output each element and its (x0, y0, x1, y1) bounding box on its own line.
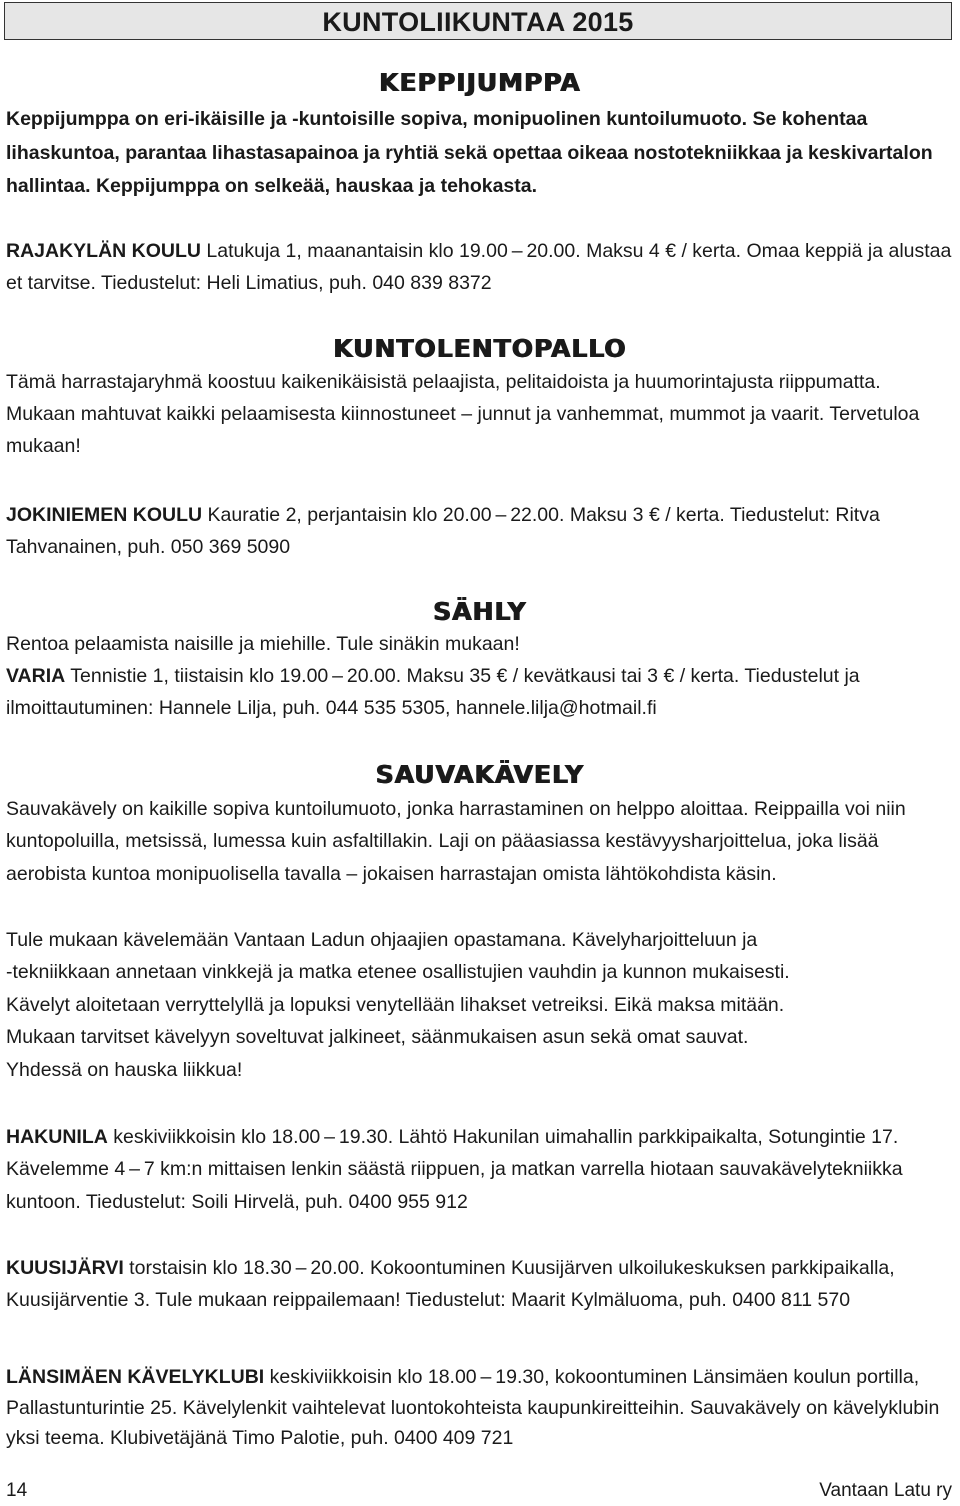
sauvakavely-line: -tekniikkaan annetaan vinkkejä ja matka etenee osallistujien vauhdin ja kunnon mukaisesti. (6, 961, 790, 983)
keppijumppa-schedule (6, 235, 954, 299)
sauvakavely-line: Tule mukaan kävelemään Vantaan Ladun ohjaajien opastamana. Kävelyharjoitteluun ja (6, 929, 758, 951)
section-title-kuntolentopallo: KUNTOLENTOPALLO (333, 334, 627, 363)
sahly-intro: Rentoa pelaamista naisille ja miehille. Tule sinäkin mukaan! (6, 633, 520, 655)
sahly-schedule (6, 660, 954, 724)
page-number: 14 (6, 1480, 28, 1501)
page-title: KUNTOLIIKUNTAA 2015 (322, 7, 634, 37)
group-hakunila (6, 1121, 954, 1218)
venue-name: KUUSIJÄRVI (6, 1257, 124, 1279)
venue-name: HAKUNILA (6, 1126, 108, 1148)
venue-name: LÄNSIMÄEN KÄVELYKLUBI (6, 1366, 265, 1388)
section-title-sahly: SÄHLY (433, 597, 527, 626)
publisher-name: Vantaan Latu ry (819, 1480, 952, 1501)
sauvakavely-line: Mukaan tarvitset kävelyyn soveltuvat jalkineet, säänmukaisen asun sekä omat sauvat. (6, 1026, 749, 1048)
venue-name: VARIA (6, 665, 66, 687)
sauvakavely-line: Yhdessä on hauska liikkua! (6, 1059, 243, 1081)
keppijumppa-intro: Keppijumppa on eri-ikäisille ja -kuntoisille sopiva, monipuolinen kuntoilumuoto. Se kohentaa lihaskuntoa, parantaa lihastasapainoa ja ryhtiä sekä opettaa oikeaa nostotekniikkaa ja keskivartalon hallintaa. Keppijumppa on selkeää, hauskaa ja tehokasta. (6, 108, 933, 197)
venue-details: keskiviikkoisin klo 18.00 – 19.30. Lähtö Hakunilan uimahallin parkkipaikalta, Sotungintie 17. Kävelemme 4 – 7 km:n mittaisen lenkin säästä riippuen, ja matkan varrella hiotaan sauvakävelytekniikka kuntoon. Tiedustelut: Soili Hirvelä, puh. 0400 955 912 (6, 1126, 903, 1213)
section-title-keppijumppa: KEPPIJUMPPA (379, 68, 581, 97)
kuntolentopallo-schedule (6, 499, 954, 563)
venue-details: Latukuja 1, maanantaisin klo 19.00 – 20.00. Maksu 4 € / kerta. Omaa keppiä ja alustaa et tarvitse. Tiedustelut: Heli Limatius, puh. 040 839 8372 (6, 240, 952, 294)
group-kuusijarvi (6, 1252, 954, 1317)
sauvakavely-line: Kävelyt aloitetaan verryttelyllä ja lopuksi venytellään lihakset vetreiksi. Eikä maksa mitään. (6, 994, 785, 1016)
venue-details: Kauratie 2, perjantaisin klo 20.00 – 22.00. Maksu 3 € / kerta. Tiedustelut: Ritva Tahvanainen, puh. 050 369 5090 (6, 504, 880, 558)
venue-details: Tennistie 1, tiistaisin klo 19.00 – 20.00. Maksu 35 € / kevätkausi tai 3 € / kerta. Tiedustelut ja ilmoittautuminen: Hannele Lilja, puh. 044 535 5305, hannele.lilja@hotmail.fi (6, 665, 860, 719)
venue-name: JOKINIEMEN KOULU (6, 504, 203, 526)
group-lansimaen-kavelyklubi (6, 1362, 954, 1454)
venue-name: RAJAKYLÄN KOULU (6, 240, 201, 262)
sauvakavely-intro: Sauvakävely on kaikille sopiva kuntoilumuoto, jonka harrastaminen on helppo aloittaa. Reippailla voi niin kuntopoluilla, metsissä, lumessa kuin asfaltillakin. Laji on pääasiassa kestävyysharjoittelua, joka lisää aerobista kuntoa monipuolisella tavalla – jokaisen harrastajan omista lähtökohdista käsin. (6, 798, 906, 885)
venue-details: keskiviikkoisin klo 18.00 – 19.30, kokoontuminen Länsimäen koulun portilla, Pallastunturintie 25. Kävelylenkit vaihtelevat luontokohteista kaupunkireitteihin. Sauvakävely on kävelyklubin yksi teema. Klubivetäjänä Timo Palotie, puh. 0400 409 721 (6, 1366, 940, 1449)
venue-details: torstaisin klo 18.30 – 20.00. Kokoontuminen Kuusijärven ulkoilukeskuksen parkkipaikalla, Kuusijärventie 3. Tule mukaan reippailemaan! Tiedustelut: Maarit Kylmäluoma, puh. 0400 811 570 (6, 1257, 895, 1312)
kuntolentopallo-intro: Tämä harrastajaryhmä koostuu kaikenikäisistä pelaajista, pelitaidoista ja huumorintajusta riippumatta. Mukaan mahtuvat kaikki pelaamisesta kiinnostuneet – junnut ja vanhemmat, mummot ja vaarit. Tervetuloa mukaan! (6, 371, 920, 457)
section-title-sauvakavely: SAUVAKÄVELY (375, 760, 585, 789)
header-banner (4, 2, 952, 40)
